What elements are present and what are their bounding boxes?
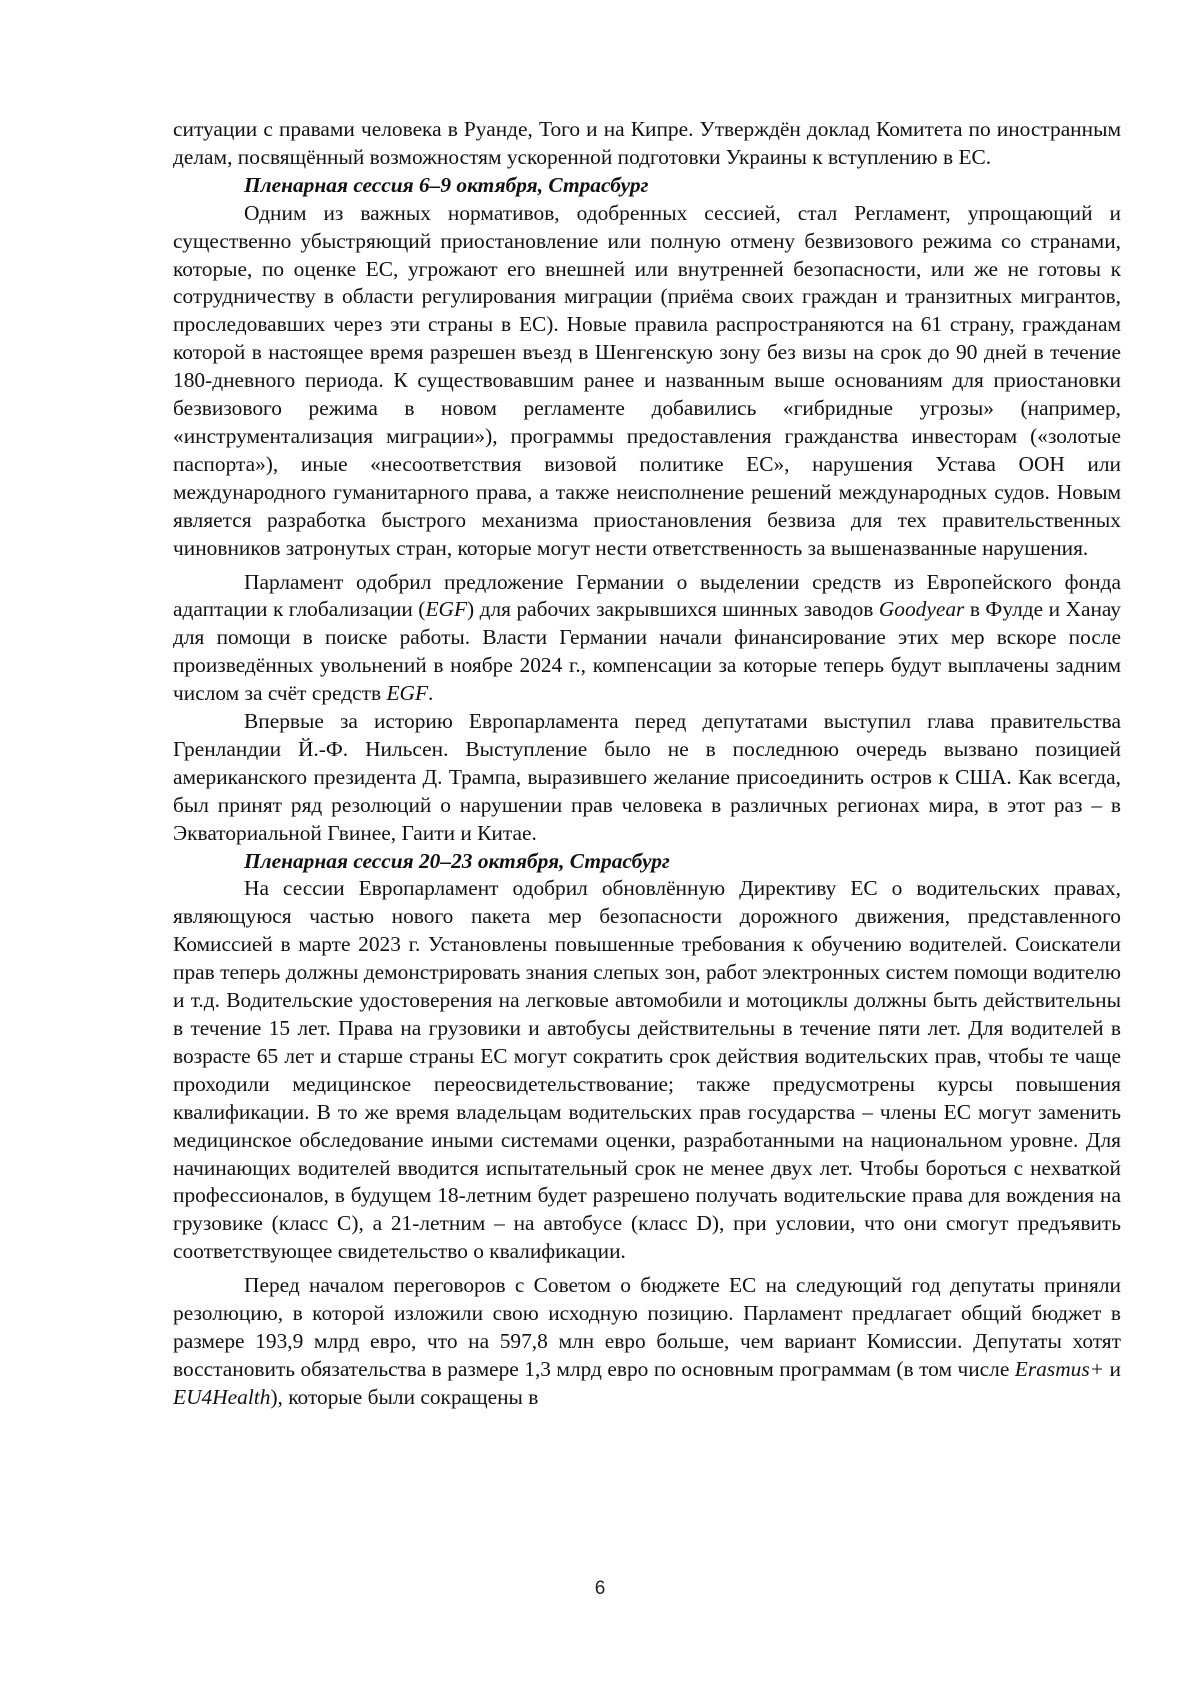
egf-term: EGF xyxy=(425,597,468,622)
paragraph-driving-licence: На сессии Европарламент одобрил обновлённую Директиву ЕС о водительских правах, являющуюся частью нового пакета мер безопасности дорожного движения, представленного Комиссией в марте 2023 г. Установлены повышенные требования к обучению водителей. Соискатели прав теперь должны демонстрировать знания слепых зон, работ электронных систем помощи водителю и т.д. Водительские удостоверения на легковые автомобили и мотоциклы должны быть действительны в течение 15 лет. Права на грузовики и автобусы действительны в течение пяти лет. Для водителей в возрасте 65 лет и старше страны ЕС могут сократить срок действия водительских прав, чтобы те чаще проходили медицинское переосвидетельствование; также предусмотрены курсы повышения квалификации. В то же время владельцам водительских прав государства – члены ЕС могут заменить медицинское обследование иными системами оценки, разработанными на национальном уровне. Для начинающих водителей вводится испытательный срок не менее двух лет. Чтобы бороться с нехваткой профессионалов, в будущем 18-летним будет разрешено получать водительские права для вождения на грузовике (класс C), а 21-летним – на автобусе (класс D), при условии, что они смогут предъявить соответствующее свидетельство о квалификации. xyxy=(173,876,1121,1264)
egf-text-d: . xyxy=(428,681,434,706)
budget-text-b: и xyxy=(1104,1356,1121,1381)
egf-text-c: в Фулде и Ханау для помощи в поиске работы. Власти Германии начали финансирование этих мер вскоре после произведённых увольнений в ноябре 2024 г., компенсации за которые теперь будут выплачены задним числом за счёт средств xyxy=(173,597,1122,706)
eu4health-term: EU4Health xyxy=(173,1384,271,1409)
session-heading-october-20-23: Пленарная сессия 20–23 октября, Страсбург xyxy=(244,848,670,873)
paragraph-egf xyxy=(173,569,1121,709)
goodyear-term: Goodyear xyxy=(878,597,965,622)
egf-text-a: Парламент одобрил предложение Германии о выделении средств из Европейского фонда адаптации к глобализации ( xyxy=(173,569,1121,622)
budget-text-a: Перед началом переговоров с Советом о бюджете ЕС на следующий год депутаты приняли резолюцию, в которой изложили свою исходную позицию. Парламент предлагает общий бюджет в размере 193,9 млрд евро, что на 597,8 млн евро больше, чем вариант Комиссии. Депутаты хотят восстановить обязательства в размере 1,3 млрд евро по основным программам (в том числе xyxy=(173,1273,1121,1381)
paragraph-visa-regulation: Одним из важных нормативов, одобренных сессией, стал Регламент, упрощающий и существенно убыстряющий приостановление или полную отмену безвизового режима со странами, которые, по оценке ЕС, угрожают его внешней или внутренней безопасности, или же не готовы к сотрудничеству в области регулирования миграции (приёма своих граждан и транзитных мигрантов, проследовавших через эти страны в ЕС). Новые правила распространяются на 61 страну, гражданам которой в настоящее время разрешен въезд в Шенгенскую зону без визы на срок до 90 дней в течение 180-дневного периода. К существовавшим ранее и названным выше основаниям для приостановки безвизового режима в новом регламенте добавились «гибридные угрозы» (например, «инструментализация миграции»), программы предоставления гражданства инвесторам («золотые паспорта»), иные «несоответствия визовой политике ЕС», нарушения Устава ООН или международного гуманитарного права, а также неисполнение решений международных судов. Новым является разработка быстрого механизма приостановления безвиза для тех правительственных чиновников затронутых стран, которые могут нести ответственность за вышеназванные нарушения. xyxy=(173,200,1121,560)
egf-text-b: ) для рабочих закрывшихся шинных заводов xyxy=(467,597,879,622)
paragraph-budget xyxy=(173,1272,1121,1412)
session-heading-october-6-9: Пленарная сессия 6–9 октября, Страсбург xyxy=(244,172,649,197)
paragraph-intro: ситуации с правами человека в Руанде, Того и на Кипре. Утверждён доклад Комитета по иностранным делам, посвящённый возможностям ускоренной подготовки Украины к вступлению в ЕС. xyxy=(173,117,1121,169)
budget-text-c: ), которые были сокращены в xyxy=(270,1384,539,1409)
egf-term-2: EGF xyxy=(386,681,429,706)
erasmus-term: Erasmus+ xyxy=(1014,1356,1105,1381)
document-page xyxy=(173,116,1121,1412)
page-number: 6 xyxy=(594,1578,606,1599)
paragraph-greenland: Впервые за историю Европарламента перед депутатами выступил глава правительства Гренландии Й.-Ф. Нильсен. Выступление было не в последнюю очередь вызвано позицией американского президента Д. Трампа, выразившего желание присоединить остров к США. Как всегда, был принят ряд резолюций о нарушении прав человека в различных регионах мира, в этот раз – в Экваториальной Гвинее, Гаити и Китае. xyxy=(173,709,1121,845)
